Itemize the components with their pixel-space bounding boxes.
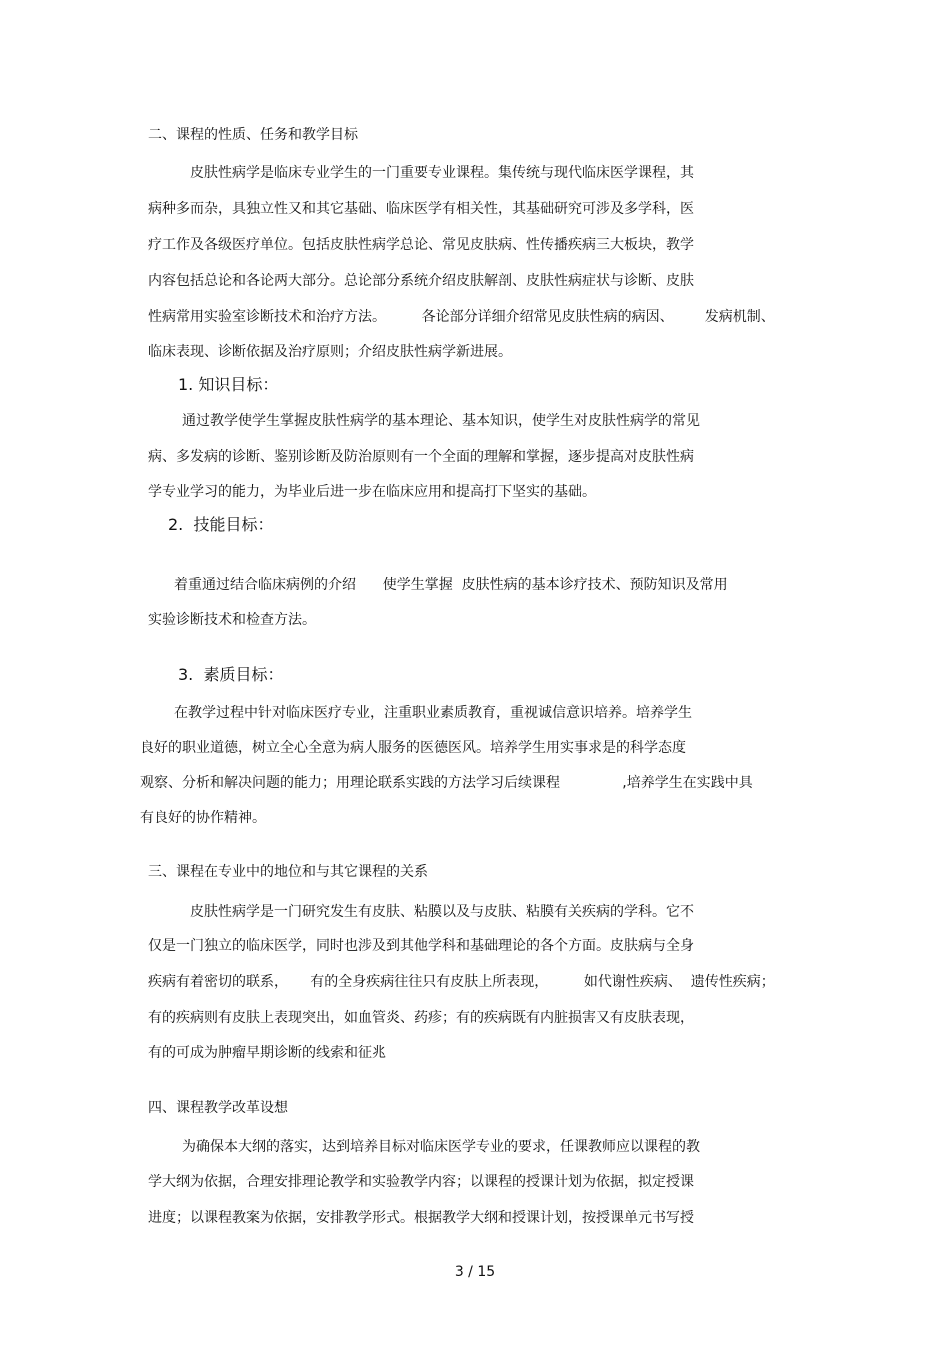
section-4-line: 进度；以课程教案为依据，安排教学形式。根据教学大纲和授课计划，按授课单元书写授 bbox=[148, 1210, 694, 1226]
section-4-line: 为确保本大纲的落实，达到培养目标对临床医学专业的要求，任课教师应以课程的教 bbox=[182, 1139, 700, 1155]
section-2-line: 性病常用实验室诊断技术和治疗方法。 各论部分详细介绍常见皮肤性病的病因、 发病机制、 bbox=[148, 309, 775, 325]
quality-goal-line: 良好的职业道德，树立全心全意为病人服务的医德医风。培养学生用实事求是的科学态度 bbox=[140, 740, 686, 756]
skill-goal-line: 实验诊断技术和检查方法。 bbox=[148, 612, 316, 628]
skill-goal-title: 2. 技能目标： bbox=[168, 515, 274, 534]
section-2-line: 疗工作及各级医疗单位。包括皮肤性病学总论、常见皮肤病、性传播疾病三大板块，教学 bbox=[148, 237, 694, 253]
section-4-heading: 四、课程教学改革设想 bbox=[148, 1100, 288, 1116]
page-number: 3 / 15 bbox=[454, 1264, 496, 1280]
knowledge-goal-line: 病、多发病的诊断、鉴别诊断及防治原则有一个全面的理解和掌握，逐步提高对皮肤性病 bbox=[148, 449, 694, 465]
knowledge-goal-line: 通过教学使学生掌握皮肤性病学的基本理论、基本知识，使学生对皮肤性病学的常见 bbox=[182, 413, 700, 429]
section-2-heading: 二、课程的性质、任务和教学目标 bbox=[148, 127, 358, 143]
section-3-heading: 三、课程在专业中的地位和与其它课程的关系 bbox=[148, 864, 428, 880]
section-2-line: 皮肤性病学是临床专业学生的一门重要专业课程。集传统与现代临床医学课程，其 bbox=[190, 165, 694, 181]
section-3-line: 有的疾病则有皮肤上表现突出，如血管炎、药疹；有的疾病既有内脏损害又有皮肤表现， bbox=[148, 1010, 694, 1026]
knowledge-goal-title: 1. 知识目标： bbox=[178, 375, 279, 394]
section-2-line: 内容包括总论和各论两大部分。总论部分系统介绍皮肤解剖、皮肤性病症状与诊断、皮肤 bbox=[148, 273, 694, 289]
section-3-line: 仅是一门独立的临床医学，同时也涉及到其他学科和基础理论的各个方面。皮肤病与全身 bbox=[148, 938, 694, 954]
section-3-line: 有的可成为肿瘤早期诊断的线索和征兆 bbox=[148, 1045, 386, 1061]
section-4-line: 学大纲为依据，合理安排理论教学和实验教学内容；以课程的授课计划为依据，拟定授课 bbox=[148, 1174, 694, 1190]
quality-goal-line: 观察、分析和解决问题的能力；用理论联系实践的方法学习后续课程 ,培养学生在实践中具 bbox=[140, 775, 753, 791]
section-3-line: 皮肤性病学是一门研究发生有皮肤、粘膜以及与皮肤、粘膜有关疾病的学科。它不 bbox=[190, 904, 694, 920]
quality-goal-title: 3. 素质目标： bbox=[178, 665, 284, 684]
knowledge-goal-line: 学专业学习的能力，为毕业后进一步在临床应用和提高打下坚实的基础。 bbox=[148, 484, 596, 500]
section-3-line: 疾病有着密切的联系， 有的全身疾病往往只有皮肤上所表现， 如代谢性疾病、 遗传性疾病； bbox=[148, 974, 775, 990]
section-2-line: 病种多而杂，具独立性又和其它基础、临床医学有相关性，其基础研究可涉及多学科，医 bbox=[148, 201, 694, 217]
section-2-line: 临床表现、诊断依据及治疗原则；介绍皮肤性病学新进展。 bbox=[148, 344, 512, 360]
quality-goal-line: 在教学过程中针对临床医疗专业，注重职业素质教育，重视诚信意识培养。培养学生 bbox=[174, 705, 692, 721]
quality-goal-line: 有良好的协作精神。 bbox=[140, 810, 266, 826]
skill-goal-line: 着重通过结合临床病例的介绍 使学生掌握 皮肤性病的基本诊疗技术、预防知识及常用 bbox=[174, 577, 728, 593]
